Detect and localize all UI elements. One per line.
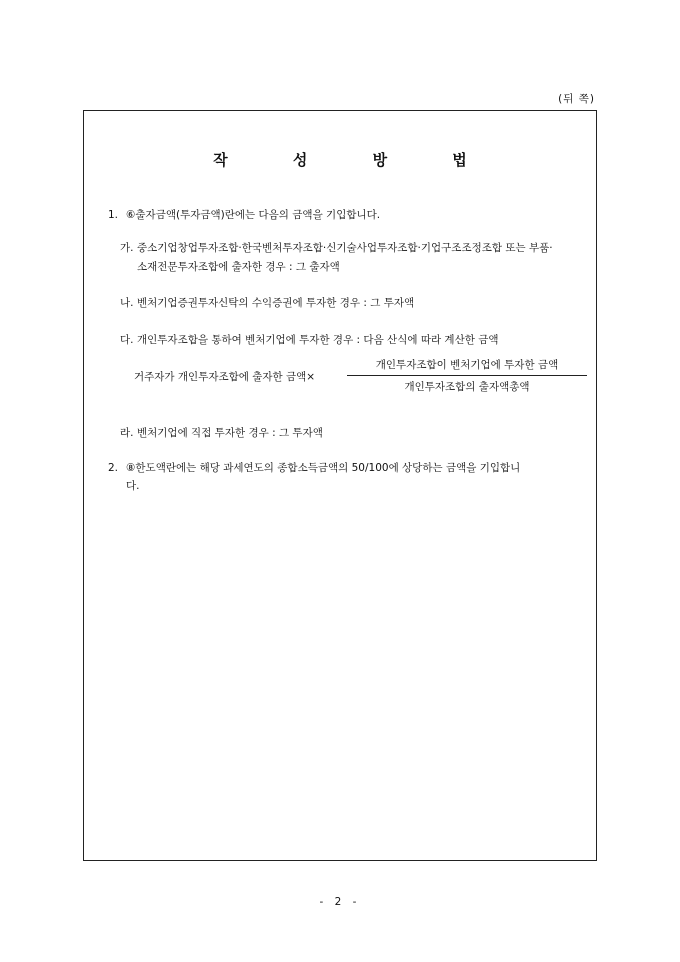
- sub-item-ra: [120, 424, 586, 443]
- instruction-item-2: [108, 459, 582, 495]
- sub-item-marker: 라.: [120, 427, 134, 439]
- page-number: - 2 -: [319, 896, 361, 908]
- calculation-formula: [134, 357, 574, 397]
- sub-item-da: [120, 331, 586, 350]
- item-text: ⑧한도액란에는 해당 과세연도의 종합소득금액의 50/100에 상당하는 금액을 기입합니: [126, 462, 521, 474]
- sub-item-text: 벤처기업증권투자신탁의 수익증권에 투자한 경우 : 그 투자액: [137, 297, 415, 309]
- sub-item-marker: 가.: [120, 242, 134, 254]
- sub-item-na: [120, 294, 586, 313]
- sub-item-marker: 다.: [120, 334, 134, 346]
- page-side-label: (뒤 쪽): [558, 93, 595, 105]
- formula-denominator: 개인투자조합의 출자액총액: [404, 381, 530, 393]
- formula-fraction: [347, 357, 587, 394]
- sub-item-marker: 나.: [120, 297, 134, 309]
- formula-lhs: 거주자가 개인투자조합에 출자한 금액×: [134, 371, 316, 383]
- sub-item-ga: [120, 239, 586, 277]
- item-text-cont: 다.: [126, 480, 140, 492]
- sub-item-text-cont: 소재전문투자조합에 출자한 경우 : 그 출자액: [137, 261, 340, 273]
- sub-item-text: 중소기업창업투자조합·한국벤처투자조합·신기술사업투자조합·기업구조조정조합 또는 부품·: [137, 242, 553, 254]
- formula-numerator: 개인투자조합이 벤처기업에 투자한 금액: [347, 357, 587, 376]
- instruction-item-1: [108, 206, 582, 224]
- item-number: 2.: [108, 462, 119, 474]
- item-text: ⑥출자금액(투자금액)란에는 다음의 금액을 기입합니다.: [126, 209, 381, 221]
- item-number: 1.: [108, 209, 119, 221]
- sub-item-text: 개인투자조합을 통하여 벤처기업에 투자한 경우 : 다음 산식에 따라 계산한 금액: [137, 334, 499, 346]
- page-title: 작 성 방 법: [213, 151, 497, 169]
- sub-item-text: 벤처기업에 직접 투자한 경우 : 그 투자액: [137, 427, 323, 439]
- instructions-frame: [83, 110, 597, 861]
